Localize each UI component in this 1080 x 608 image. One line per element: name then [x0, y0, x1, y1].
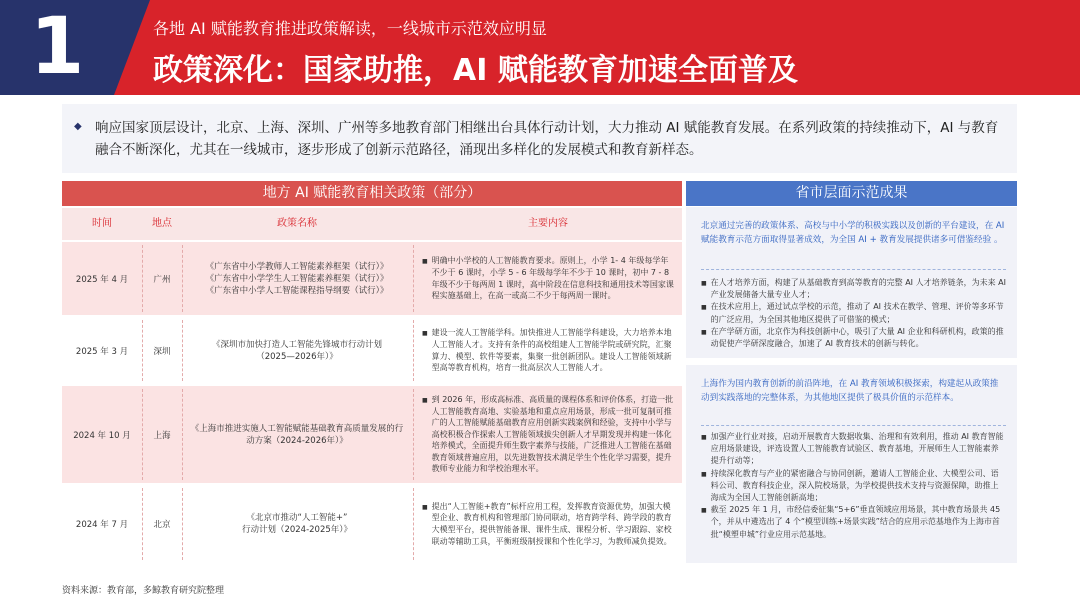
row-place: 北京	[153, 520, 171, 530]
row-content: ■ 到 2026 年，形成高标准、高质量的课程体系和评价体系，打造一批人工智能教育高地、实验基地和重点应用场景，形成一批可复制可推广的人工智能赋能基础教育应用创新实践案例和经验，支持中小学与高校积极合作探索人工智能领域拔尖创新人才早期发现并构建一体化培养模式，全面提升师生数字素养与技能，广泛推进人工智能在基础教育领域普遍应用，以先进数智技术满足学生个性化学习需要，提升教师专业能力和学校治理水平。	[422, 394, 674, 474]
box-heading: 北京通过完善的政策体系、高校与中小学的积极实践以及创新的平台建设，在 AI 赋能教育示范方面取得显著成效，为全国 AI + 教育发展提供诸多可借鉴经验 。	[701, 221, 1005, 245]
source-note: 资料来源：教育部，多鲸教育研究院整理	[62, 586, 225, 596]
box-heading: 上海作为国内教育创新的前沿阵地，在 AI 教育领域积极探索，构建起从政策推动到实践落地的完整体系，为其他地区提供了极具价值的示范样本。	[701, 379, 999, 403]
square-bullet-icon: ■	[701, 328, 707, 336]
list-item: ■ 加强产业行业对接，启动开展教育大数据收集、治理和有效利用，推动 AI 教育智能应用场景建设，评选设置人工智能教育试验区、教育基地，开展师生人工智能素养提升行动等；	[701, 432, 1004, 466]
square-bullet-icon: ■	[701, 507, 707, 515]
results-panel-title: 省市层面示范成果	[686, 181, 1017, 206]
row-policy: 《广东省中小学教师人工智能素养框架（试行）》 《广东省中小学学生人工智能素养框架（试行）》 《广东省中小学人工智能课程指导纲要（试行）》	[205, 261, 389, 296]
row-policy: 《北京市推动“人工智能+” 行动计划（2024-2025年）》	[241, 513, 353, 535]
row-content: ■ 建设一流人工智能学科。加快推进人工智能学科建设，大力培养本地人工智能人才。支持有条件的高校组建人工智能学院或研究院，汇聚算力、模型、软件等要素，集聚一批创新团队。建设人工智能领域新型高等教育机构，培育一批高层次人工智能人才。	[422, 328, 672, 373]
row-policy: 《上海市推进实施人工智能赋能基础教育高质量发展的行动方案（2024-2026年）》	[190, 423, 404, 446]
section-number: 1	[30, 2, 85, 92]
table-row	[62, 317, 682, 384]
column-header-place: 地点	[152, 218, 172, 229]
shanghai-results-box	[686, 365, 1017, 563]
policy-table-title: 地方 AI 赋能教育相关政策（部分）	[62, 181, 682, 206]
intro-box	[62, 104, 1017, 173]
square-bullet-icon: ■	[422, 396, 428, 404]
row-content: ■ 提出“人工智能+教育”标杆应用工程，发挥教育资源优势，加强大模型企业、教育机构和管理部门协同联动，培育跨学科、跨学段的教育大模型平台，提供智能备课、课件生成、课程分析、学习跟踪、家校联动等辅助工具，平衡班级制授课和个性化学习，为教师减负提效。	[422, 501, 672, 546]
square-bullet-icon: ■	[422, 330, 428, 338]
square-bullet-icon: ■	[701, 470, 707, 478]
diamond-bullet-icon: ◆	[74, 121, 82, 132]
list-item: ■ 截至 2025 年 1 月，市经信委征集“5+6”垂直领域应用场景，其中教育场景共 45 个，并从中遴选出了 4 个“模型训练+场景实践”结合的应用示范基地作为上海市首批“模塑申城”行业应用示范基地。	[701, 505, 1001, 539]
column-header-policy: 政策名称	[277, 218, 317, 229]
page-header	[0, 0, 1080, 95]
table-row	[62, 485, 682, 563]
square-bullet-icon: ■	[701, 304, 707, 312]
square-bullet-icon: ■	[701, 280, 707, 287]
row-place: 深圳	[153, 346, 171, 357]
row-policy: 《深圳市加快打造人工智能先锋城市行动计划 （2025—2026年）》	[211, 339, 382, 362]
row-time: 2024 年 7 月	[75, 520, 129, 530]
column-header-time: 时间	[92, 218, 112, 229]
row-time: 2025 年 4 月	[75, 274, 129, 285]
list-item: ■ 在产学研方面，北京作为科技创新中心，吸引了大量 AI 企业和科研机构，政策的推动促使产学研深度融合，加速了 AI 教育技术的创新与转化。	[701, 326, 1004, 349]
page-subtitle: 各地 AI 赋能教育推进政策解读，一线城市示范效应明显	[153, 19, 547, 38]
row-time: 2025 年 3 月	[75, 346, 129, 357]
square-bullet-icon: ■	[701, 434, 707, 441]
list-item: ■ 在技术应用上，通过试点学校的示范，推动了 AI 技术在教学、管理、评价等多环节的广泛应用，为全国其他地区提供了可借鉴的模式；	[701, 302, 1004, 324]
list-item: ■ 持续深化教育与产业的紧密融合与协同创新，邀请人工智能企业、大模型公司、语料公司、教育科技企业，深入院校场景，为学校提供技术支持与资源保障，助推上海成为全国人工智能创新高地；	[701, 468, 999, 503]
list-item: ■ 在人才培养方面，构建了从基础教育到高等教育的完整 AI 人才培养链条，为未来 AI 产业发展储备大量专业人才；	[701, 278, 1006, 300]
box-list	[701, 277, 1006, 350]
row-content: ■ 明确中小学校的人工智能教育要求。原则上，小学 1- 4 年级每学年不少于 6 课时，小学 5 - 6 年级每学年不少于 10 课时，初中 7 - 8 年级不少于每两周 1 课时，高中阶段在信息科技和通用技术等国家课程实施基础上，在高一或高二不少于每两周一课时。	[422, 256, 674, 301]
square-bullet-icon: ■	[422, 258, 428, 266]
square-bullet-icon: ■	[422, 503, 428, 511]
divider	[701, 425, 1006, 426]
divider	[701, 269, 1006, 270]
row-place: 广州	[153, 274, 171, 285]
intro-text: 响应国家顶层设计，北京、上海、深圳、广州等多地教育部门相继出台具体行动计划，大力推动 AI 赋能教育发展。在系列政策的持续推动下，AI 与教育融合不断深化，尤其在一线城市，逐步形成了创新示范路径，涌现出多样化的发展模式和教育新样态。	[95, 120, 999, 158]
column-header-content: 主要内容	[528, 218, 568, 229]
row-place: 上海	[153, 430, 171, 441]
table-row	[62, 242, 682, 315]
page-title: 政策深化：国家助推，AI 赋能教育加速全面普及	[153, 53, 798, 88]
table-row	[62, 386, 682, 483]
beijing-results-box	[686, 207, 1017, 358]
box-list	[701, 431, 1006, 541]
row-time: 2024 年 10 月	[73, 430, 131, 441]
policy-table-header	[62, 208, 682, 240]
